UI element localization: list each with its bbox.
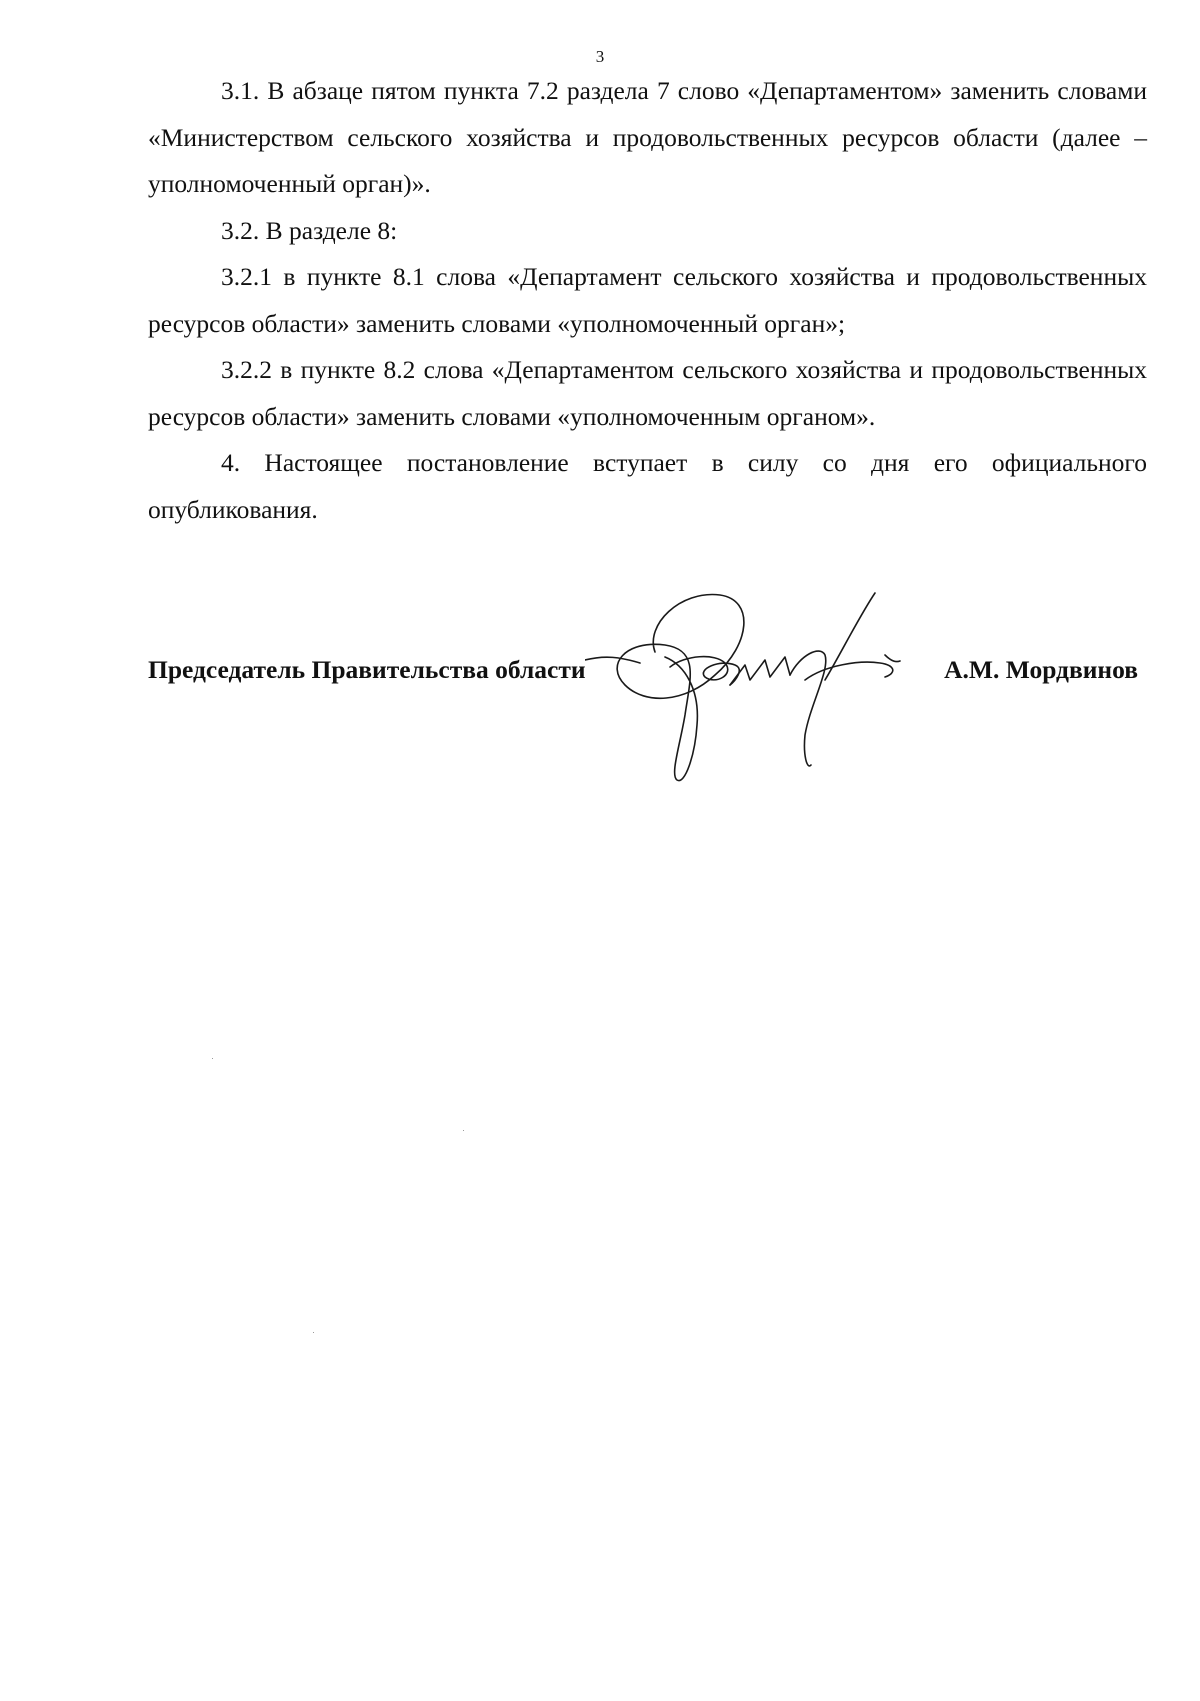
paragraph-4: 4. Настоящее постановление вступает в силу со дня его официального опубликования. xyxy=(148,448,1147,524)
document-body xyxy=(148,68,1147,533)
page-number: 3 xyxy=(595,47,605,66)
scan-speck xyxy=(313,1332,314,1333)
paragraph-3-1: 3.1. В абзаце пятом пункта 7.2 раздела 7 слово «Департаментом» заменить словами «Министерством сельского хозяйства и продовольственных ресурсов области (далее – уполномоченный орган)». xyxy=(148,76,1147,198)
handwritten-signature xyxy=(585,585,945,785)
paragraph-3-2-1: 3.2.1 в пункте 8.1 слова «Департамент сельского хозяйства и продовольственных ресурсов области» заменить словами «уполномоченный орган»; xyxy=(148,262,1147,338)
paragraph-3-2-2: 3.2.2 в пункте 8.2 слова «Департаментом сельского хозяйства и продовольственных ресурсов области» заменить словами «уполномоченным органом». xyxy=(148,355,1147,431)
scan-speck xyxy=(212,1058,213,1059)
paragraph-3-2: 3.2. В разделе 8: xyxy=(221,215,398,245)
signer-name: А.М. Мордвинов xyxy=(944,655,1138,684)
signer-title: Председатель Правительства области xyxy=(148,655,586,684)
scan-speck xyxy=(463,1130,464,1131)
